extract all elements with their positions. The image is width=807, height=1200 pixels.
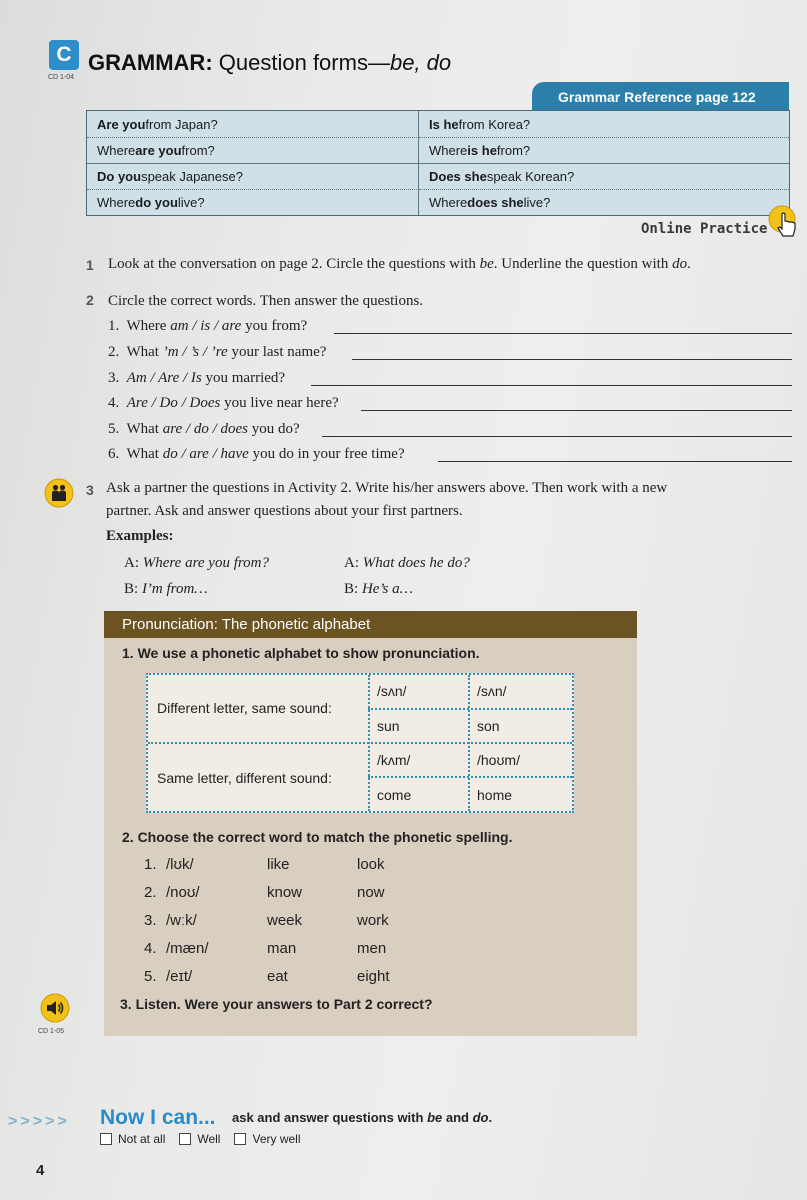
example-a1: A: Where are you from?	[124, 555, 269, 571]
answer-line[interactable]	[352, 359, 792, 360]
word-option[interactable]: man	[267, 940, 297, 957]
example-b2: B: He’s a…	[344, 581, 413, 597]
table-word: sun	[377, 718, 400, 734]
now-i-can-arrows: >>>>>	[8, 1113, 70, 1130]
word-number: 5.	[144, 968, 157, 985]
answer-line[interactable]	[311, 385, 792, 386]
question-item: 3. Am / Are / Is you married?	[108, 370, 286, 386]
word-option[interactable]: eight	[357, 968, 390, 985]
phonetic-spelling: /eɪt/	[166, 968, 193, 985]
word-option[interactable]: men	[357, 940, 387, 957]
audio-speaker-icon[interactable]	[40, 993, 70, 1023]
answer-line[interactable]	[334, 333, 792, 334]
grammar-reference-tab[interactable]: Grammar Reference page 122	[532, 82, 789, 112]
well-checkbox[interactable]	[179, 1133, 191, 1145]
question-item: 4. Are / Do / Does you live near here?	[108, 395, 339, 411]
activity-3-number: 3	[86, 482, 94, 498]
now-i-can-title: Now I can...	[100, 1106, 216, 1129]
word-number: 2.	[144, 884, 157, 901]
phonetic-spelling: /sʌn/	[477, 683, 507, 699]
word-number: 3.	[144, 912, 157, 929]
answer-line[interactable]	[361, 410, 792, 411]
example-a2: A: What does he do?	[344, 555, 470, 571]
pronunciation-part-3: 3. Listen. Were your answers to Part 2 correct?	[120, 996, 433, 1012]
activity-3-line-2: partner. Ask and answer questions about your first partners.	[106, 503, 463, 519]
grammar-cell: Is he from Korea?	[429, 116, 531, 132]
pronunciation-part-2: 2. Choose the correct word to match the phonetic spelling.	[122, 829, 513, 845]
table-row-label: Same letter, different sound:	[157, 770, 332, 786]
checkbox-label: Not at all	[118, 1132, 166, 1146]
word-option[interactable]: know	[267, 884, 303, 901]
pair-work-icon	[44, 478, 74, 508]
table-word: home	[477, 787, 513, 803]
pronunciation-heading: Pronunciation: The phonetic alphabet	[104, 611, 637, 638]
word-option[interactable]: look	[357, 856, 385, 873]
grammar-cell: Where does she live?	[419, 189, 789, 215]
phonetic-spelling: /wːk/	[166, 912, 197, 929]
not-at-all-checkbox[interactable]	[100, 1133, 112, 1145]
title-bold: GRAMMAR:	[88, 50, 213, 75]
example-b1: B: I’m from…	[124, 581, 208, 597]
grammar-cell: Where is he from?	[419, 137, 789, 163]
word-option[interactable]: eat	[267, 968, 288, 985]
question-item: 1. Where am / is / are you from?	[108, 318, 308, 334]
cd-track-label: CD 1-04	[48, 74, 75, 81]
answer-line[interactable]	[438, 461, 792, 462]
word-number: 4.	[144, 940, 157, 957]
question-item: 6. What do / are / have you do in your free time?	[108, 446, 405, 462]
activity-1-text: Look at the conversation on page 2. Circle the questions with be. Underline the question with do.	[108, 256, 691, 272]
grammar-cell: Are you from Japan?	[87, 111, 419, 137]
grammar-cell: Where do you live?	[87, 189, 419, 215]
phonetic-spelling: /hoʊm/	[477, 752, 520, 768]
now-i-can-statement: ask and answer questions with be and do.	[232, 1110, 493, 1125]
answer-line[interactable]	[322, 436, 792, 437]
cd-track-label: CD 1-05	[38, 1028, 65, 1035]
grammar-table	[86, 110, 790, 216]
activity-2-instruction: Circle the correct words. Then answer the questions.	[108, 293, 424, 309]
phonetic-table	[146, 673, 574, 813]
page-number: 4	[36, 1162, 45, 1179]
table-row-label: Different letter, same sound:	[157, 700, 332, 716]
grammar-cell: Where are you from?	[87, 137, 419, 163]
activity-1-number: 1	[86, 257, 94, 273]
word-option[interactable]: like	[267, 856, 290, 873]
pointing-hand-icon[interactable]	[768, 205, 802, 239]
checkbox-label: Well	[197, 1132, 221, 1146]
phonetic-spelling: /kʌm/	[377, 752, 411, 768]
grammar-cell: Does she speak Korean?	[419, 163, 789, 189]
pronunciation-box	[104, 611, 637, 1036]
section-c-badge: C	[49, 40, 79, 70]
phonetic-spelling: /sʌn/	[377, 683, 407, 699]
question-item: 5. What are / do / does you do?	[108, 421, 300, 437]
phonetic-spelling: /noʊ/	[166, 884, 200, 901]
table-word: son	[477, 718, 500, 734]
activity-2-number: 2	[86, 292, 94, 308]
activity-3-line-1: Ask a partner the questions in Activity 2. Write his/her answers above. Then work with a new	[106, 480, 668, 496]
online-practice-link[interactable]: Online Practice	[641, 221, 768, 237]
word-option[interactable]: work	[357, 912, 389, 929]
title-italic: be, do	[389, 50, 452, 75]
word-option[interactable]: now	[357, 884, 385, 901]
title-rest: Question forms—	[218, 50, 390, 75]
examples-label: Examples:	[106, 528, 174, 544]
self-assessment-options	[100, 1132, 301, 1146]
word-option[interactable]: week	[267, 912, 303, 929]
very-well-checkbox[interactable]	[234, 1133, 246, 1145]
phonetic-spelling: /mæn/	[166, 940, 209, 957]
grammar-cell: Do you speak Japanese?	[87, 163, 419, 189]
question-item: 2. What ’m / ’s / ’re your last name?	[108, 344, 327, 360]
table-word: come	[377, 787, 412, 803]
section-title	[88, 50, 451, 76]
checkbox-label: Very well	[252, 1132, 301, 1146]
phonetic-spelling: /lʊk/	[166, 856, 194, 873]
word-number: 1.	[144, 856, 157, 873]
pronunciation-part-1: 1. We use a phonetic alphabet to show pronunciation.	[122, 645, 480, 661]
